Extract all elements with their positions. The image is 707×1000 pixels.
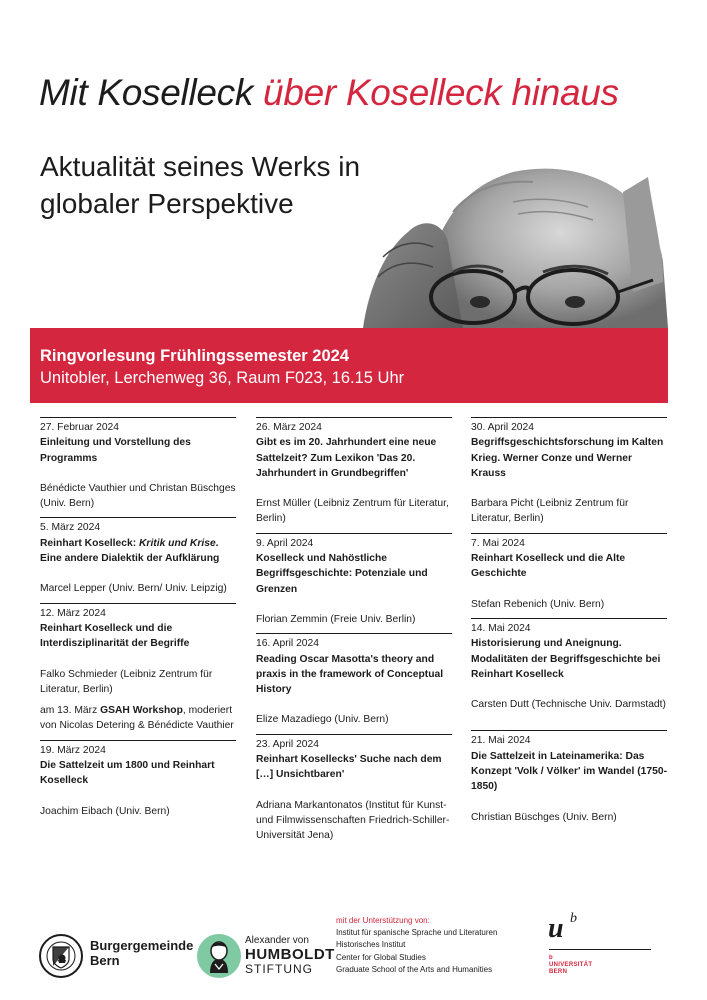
session-date: 19. März 2024 bbox=[40, 744, 106, 756]
schedule-column-3 bbox=[471, 417, 667, 831]
session-entry bbox=[40, 603, 236, 740]
session-title-part: . Eine andere Dialektik der Aufklärung bbox=[40, 537, 220, 565]
session-title bbox=[40, 536, 236, 567]
session-speaker: Joachim Eibach (Univ. Bern) bbox=[40, 805, 170, 817]
session-date: 7. Mai 2024 bbox=[471, 537, 525, 549]
session-title: Koselleck und Nahöstliche Begriffsgeschichte: Potenziale und Grenzen bbox=[256, 553, 428, 595]
session-speaker: Stefan Rebenich (Univ. Bern) bbox=[471, 598, 605, 610]
support-item: Institut für spanische Sprache und Literaturen bbox=[336, 928, 498, 938]
session-speaker: Adriana Markantonatos (Institut für Kunst- und Filmwissenschaften Friedrich-Schiller-Universität Jena) bbox=[256, 799, 450, 842]
session-title: Historisierung und Aneignung. Modalitäten der Begriffsgeschichte bei Reinhart Koselleck bbox=[471, 638, 661, 680]
session-title: Reading Oscar Masotta's theory and praxis in the framework of Conceptual History bbox=[256, 653, 444, 696]
session-speaker: Carsten Dutt (Technische Univ. Darmstadt) bbox=[471, 699, 666, 711]
unibern-line2: BERN bbox=[549, 969, 568, 975]
session-title-part: Reinhart Koselleck: bbox=[40, 537, 139, 549]
page-title bbox=[39, 72, 619, 114]
session-entry bbox=[471, 533, 667, 618]
workshop-note-part: am 13. März bbox=[40, 705, 101, 717]
unibern-logo-icon bbox=[548, 909, 588, 943]
session-entry bbox=[256, 633, 452, 733]
support-label: mit der Unterstützung von: bbox=[336, 916, 430, 925]
unibern-name bbox=[549, 955, 592, 976]
schedule-column-1 bbox=[40, 417, 236, 825]
title-main: Mit Koselleck bbox=[39, 72, 264, 113]
page-subtitle: Aktualität seines Werks in globaler Perspektive bbox=[40, 151, 361, 219]
workshop-name: GSAH Workshop bbox=[100, 705, 183, 717]
workshop-note-part: , moderiert von Nicolas Detering & Bénédicte Vauthier bbox=[40, 705, 234, 732]
banner-title: Ringvorlesung Frühlingssemester 2024 bbox=[40, 347, 350, 365]
footer bbox=[0, 905, 707, 1000]
session-date: 9. April 2024 bbox=[256, 537, 314, 549]
session-title: Reinhart Koselleck und die Interdisziplinarität der Begriffe bbox=[40, 622, 190, 650]
session-date: 5. März 2024 bbox=[40, 522, 101, 534]
session-speaker: Bénédicte Vauthier und Christan Büschges (Univ. Bern) bbox=[40, 482, 236, 510]
session-entry bbox=[471, 417, 667, 533]
session-title: Die Sattelzeit in Lateinamerika: Das Konzept 'Volk / Völker' im Wandel (1750-1850) bbox=[471, 750, 668, 793]
session-title: Reinhart Kosellecks' Suche nach dem […] Unsichtbaren' bbox=[256, 754, 442, 781]
session-speaker: Ernst Müller (Leibniz Zentrum für Literatur, Berlin) bbox=[256, 498, 449, 525]
unibern-line1: UNIVERSITÄT bbox=[549, 962, 593, 968]
session-entry bbox=[471, 618, 667, 730]
session-title: Gibt es im 20. Jahrhundert eine neue Sattelzeit? Zum Lexikon 'Das 20. Jahrhundert in Grundbegriffen' bbox=[256, 437, 437, 479]
title-accent: über Koselleck hinaus bbox=[263, 72, 619, 113]
session-date: 27. Februar 2024 bbox=[40, 422, 119, 433]
unibern-mark-sup: b bbox=[570, 911, 577, 926]
session-entry bbox=[471, 730, 667, 830]
session-entry bbox=[256, 734, 452, 850]
burgergemeinde-line2: Bern bbox=[90, 953, 120, 968]
support-item: Center for Global Studies bbox=[336, 952, 426, 962]
session-date: 21. Mai 2024 bbox=[471, 735, 531, 747]
session-speaker: Marcel Lepper (Univ. Bern/ Univ. Leipzig) bbox=[40, 583, 227, 595]
banner-location: Unitobler, Lerchenweg 36, Raum F023, 16.15 Uhr bbox=[40, 369, 405, 387]
session-speaker: Elize Mazadiego (Univ. Bern) bbox=[256, 714, 389, 726]
session-speaker: Falko Schmieder (Leibniz Zentrum für Literatur, Berlin) bbox=[40, 668, 213, 695]
session-date: 26. März 2024 bbox=[256, 422, 322, 433]
session-entry bbox=[40, 417, 236, 517]
session-date: 16. April 2024 bbox=[256, 638, 319, 650]
support-item: Graduate School of the Arts and Humanities bbox=[336, 964, 493, 974]
session-title: Die Sattelzeit um 1800 und Reinhart Koselleck bbox=[40, 760, 215, 787]
session-speaker: Florian Zemmin (Freie Univ. Berlin) bbox=[256, 613, 416, 625]
session-speaker: Christian Büschges (Univ. Bern) bbox=[471, 811, 617, 823]
unibern-mark: u bbox=[548, 913, 564, 943]
burgergemeinde-name bbox=[90, 938, 193, 968]
support-item: Historisches Institut bbox=[336, 940, 406, 950]
session-date: 30. April 2024 bbox=[471, 422, 534, 433]
unibern-small-b: b bbox=[549, 955, 553, 961]
burgergemeinde-line1: Burgergemeinde bbox=[90, 938, 194, 953]
humboldt-portrait-icon bbox=[196, 933, 242, 979]
session-date: 23. April 2024 bbox=[256, 738, 319, 750]
session-speaker: Barbara Picht (Leibniz Zentrum für Literatur, Berlin) bbox=[471, 498, 629, 525]
session-entry bbox=[256, 417, 452, 533]
workshop-note bbox=[40, 703, 236, 740]
session-date: 14. Mai 2024 bbox=[471, 622, 531, 634]
session-date: 12. März 2024 bbox=[40, 607, 106, 619]
unibern-divider bbox=[549, 949, 651, 950]
portrait-photo bbox=[363, 152, 668, 328]
session-title: Begriffsgeschichtsforschung im Kalten Krieg. Werner Conze und Werner Krauss bbox=[471, 437, 664, 479]
schedule-column-2 bbox=[256, 417, 452, 850]
humboldt-line2: HUMBOLDT bbox=[245, 946, 335, 963]
session-title-italic: Kritik und Krise bbox=[139, 537, 216, 549]
session-title: Reinhart Koselleck und die Alte Geschichte bbox=[471, 553, 626, 580]
session-entry bbox=[256, 533, 452, 633]
session-entry bbox=[40, 740, 236, 825]
session-entry bbox=[40, 517, 236, 602]
support-list bbox=[336, 915, 497, 976]
coat-of-arms-icon bbox=[38, 933, 84, 979]
session-title: Einleitung und Vorstellung des Programms bbox=[40, 437, 191, 464]
humboldt-line1: Alexander von bbox=[245, 935, 309, 946]
lecture-banner bbox=[30, 328, 668, 403]
humboldt-line3: STIFTUNG bbox=[245, 962, 313, 976]
